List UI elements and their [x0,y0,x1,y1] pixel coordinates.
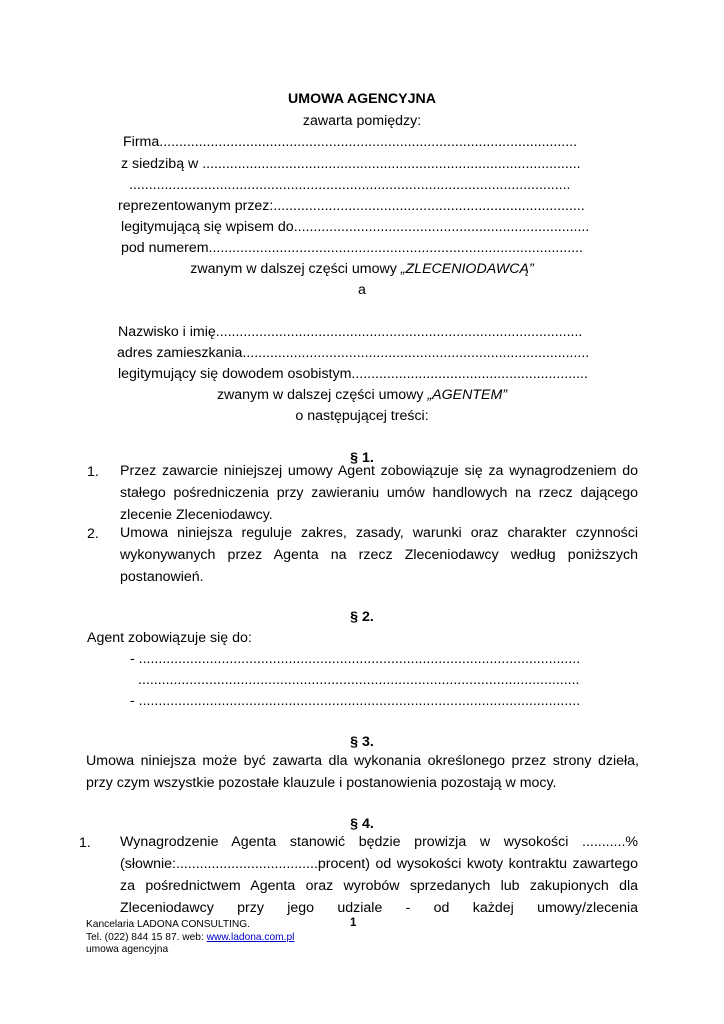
document-subtitle: zawarta pomiędzy: [302,113,422,129]
section-1-heading: § 1. [350,450,374,466]
designation-prefix: zwanym w dalszej części umowy [190,261,401,277]
s4-item-1-number: 1. [79,835,91,851]
footer-document-name: umowa agencyjna [86,944,169,955]
principal-legitymujaca-line: legitymującą się wpisem do........................................................................... [121,219,590,235]
designation-prefix: zwanym w dalszej części umowy [216,387,428,403]
section-3-heading: § 3. [350,734,374,750]
s1-item-1-text: Przez zawarcie niniejszej umowy Agent zobowiązuje się za wynagrodzeniem do stałego pośredniczenia przy zawieraniu umów handlowych na rzecz dającego zlecenie Zleceniodawcy. [120,463,638,523]
principal-reprezentowany-line: reprezentowanym przez:............................................................................... [118,198,585,214]
principal-designation [0,260,724,278]
conjunction-a: a [358,282,366,298]
s2-line-1: - ................................................................................................................ [130,651,581,667]
document-title: UMOWA AGENCYJNA [288,91,436,107]
page-number: 1 [350,917,357,929]
footer-company: Kancelaria LADONA CONSULTING. [86,919,250,930]
section-2-heading: § 2. [350,609,374,625]
agent-designation [0,386,724,404]
agent-tresc: o następującej treści: [295,408,429,424]
section-4-heading: § 4. [350,816,374,832]
principal-address-dots-line: ................................................................................................................ [129,177,571,193]
s2-line-2: ................................................................................................................ [138,672,580,688]
s2-line-3: - ................................................................................................................ [130,693,581,709]
s3-text: Umowa niniejsza może być zawarta dla wykonania określonego przez strony dzieła, przy czym wszystkie pozostałe klauzule i postanowienia pozostają w mocy. [86,753,639,791]
principal-firma-line: Firma.......................................................................................................... [123,134,578,150]
agent-nazwisko-line: Nazwisko i imię............................................................................................. [118,324,583,340]
designation-agent: „AGENTEM” [427,387,508,403]
principal-siedziba-line: z siedzibą w ................................................................................................ [121,156,581,172]
footer-contact [86,932,294,945]
footer-phone: Tel. (022) 844 15 87. web: [86,931,207,943]
s1-item-2-number: 2. [87,526,99,542]
agent-adres-line: adres zamieszkania........................................................................................ [117,345,590,361]
designation-zleceniodawca: „ZLECENIODAWCĄ” [400,261,534,277]
s2-intro: Agent zobowiązuje się do: [87,630,252,646]
footer-website-link[interactable]: www.ladona.com.pl [206,931,295,943]
principal-numer-line: pod numerem............................................................................................... [121,240,584,256]
page-footer [86,919,294,957]
agent-dowod-line: legitymujący się dowodem osobistym............................................................ [118,366,588,382]
s4-item-1-text: Wynagrodzenie Agenta stanowić będzie prowizja w wysokości ...........% (słownie:....................................procent) od wysokości kwoty kontraktu zawartego za pośrednictwem Agenta oraz wyrobów sprzedanych lub zakupionych dla Zleceniodawcy przy jego udziale - od każdej umowy/zlecenia [120,834,638,916]
s1-item-2-text: Umowa niniejsza reguluje zakres, zasady, warunki oraz charakter czynności wykonywanych przez Agenta na rzecz Zleceniodawcy według poniższych postanowień. [120,525,638,585]
s1-item-1-number: 1. [87,464,99,480]
